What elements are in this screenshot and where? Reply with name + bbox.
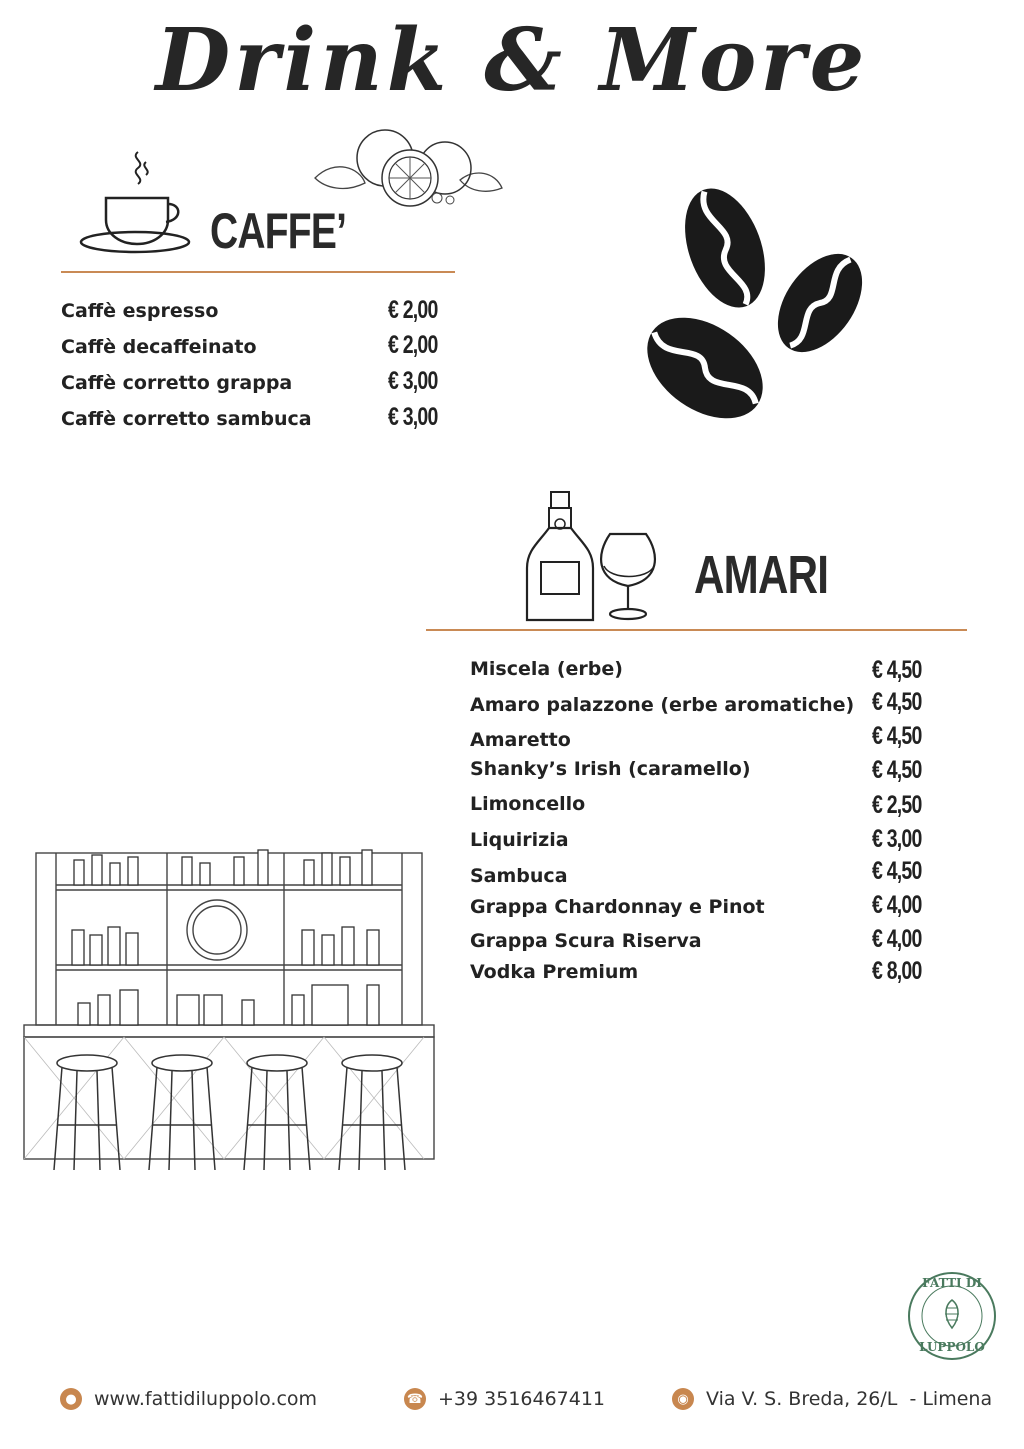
list-item-name: Caffè corretto grappa	[61, 372, 293, 394]
amari-divider	[426, 629, 967, 631]
logo-line1: FATTI DI	[922, 1276, 982, 1290]
liquor-bottle-icon	[525, 490, 597, 625]
list-item-price: € 3,00	[388, 367, 438, 395]
list-item-price: € 2,50	[872, 791, 922, 819]
list-item-price: € 3,00	[388, 403, 438, 431]
list-item-name: Amaro palazzone (erbe aromatiche)	[470, 694, 855, 716]
address-text: Via V. S. Breda, 26/L - Limena	[706, 1388, 993, 1410]
list-item-price: € 4,50	[872, 722, 922, 750]
list-item-name: Caffè espresso	[61, 300, 219, 322]
list-item-price: € 2,00	[388, 331, 438, 359]
list-item-name: Vodka Premium	[470, 961, 639, 983]
list-item-price: € 4,50	[872, 857, 922, 885]
list-item-name: Limoncello	[470, 793, 586, 815]
coffee-beans-icon	[640, 178, 870, 438]
list-item-price: € 3,00	[872, 825, 922, 853]
list-item-price: € 4,50	[872, 656, 922, 684]
list-item-name: Caffè corretto sambuca	[61, 408, 312, 430]
list-item-name: Liquirizia	[470, 829, 569, 851]
list-item-name: Grappa Chardonnay e Pinot	[470, 896, 765, 918]
caffe-divider	[61, 271, 455, 273]
list-item-price: € 4,50	[872, 688, 922, 716]
footer-phone[interactable]	[404, 1388, 605, 1410]
page-title: Drink & More	[155, 10, 869, 111]
location-pin-icon: ◉	[672, 1388, 694, 1410]
list-item-price: € 4,50	[872, 756, 922, 784]
footer-address	[672, 1388, 992, 1410]
list-item-price: € 8,00	[872, 957, 922, 985]
list-item-name: Caffè decaffeinato	[61, 336, 257, 358]
list-item-price: € 4,00	[872, 891, 922, 919]
bar-illustration	[22, 835, 437, 1175]
amari-heading: AMARI	[694, 545, 829, 605]
brandy-glass-icon	[598, 530, 660, 625]
phone-icon: ☎	[404, 1388, 426, 1410]
caffe-heading: CAFFE’	[210, 203, 347, 259]
list-item-name: Amaretto	[470, 729, 571, 751]
list-item-name: Grappa Scura Riserva	[470, 930, 702, 952]
citrus-illustration	[310, 128, 505, 210]
fatti-di-luppolo-logo	[906, 1270, 998, 1362]
list-item-price: € 2,00	[388, 296, 438, 324]
list-item-name: Sambuca	[470, 865, 568, 887]
list-item-price: € 4,00	[872, 925, 922, 953]
coffee-cup-icon	[80, 150, 195, 255]
phone-number[interactable]: +39 3516467411	[438, 1388, 606, 1410]
list-item-name: Miscela (erbe)	[470, 658, 623, 680]
globe-icon: ●	[60, 1388, 82, 1410]
footer-website[interactable]	[60, 1388, 317, 1410]
logo-line2: LUPPOLO	[919, 1340, 985, 1354]
website-link[interactable]: www.fattidiluppolo.com	[94, 1388, 318, 1410]
list-item-name: Shanky’s Irish (caramello)	[470, 758, 751, 780]
